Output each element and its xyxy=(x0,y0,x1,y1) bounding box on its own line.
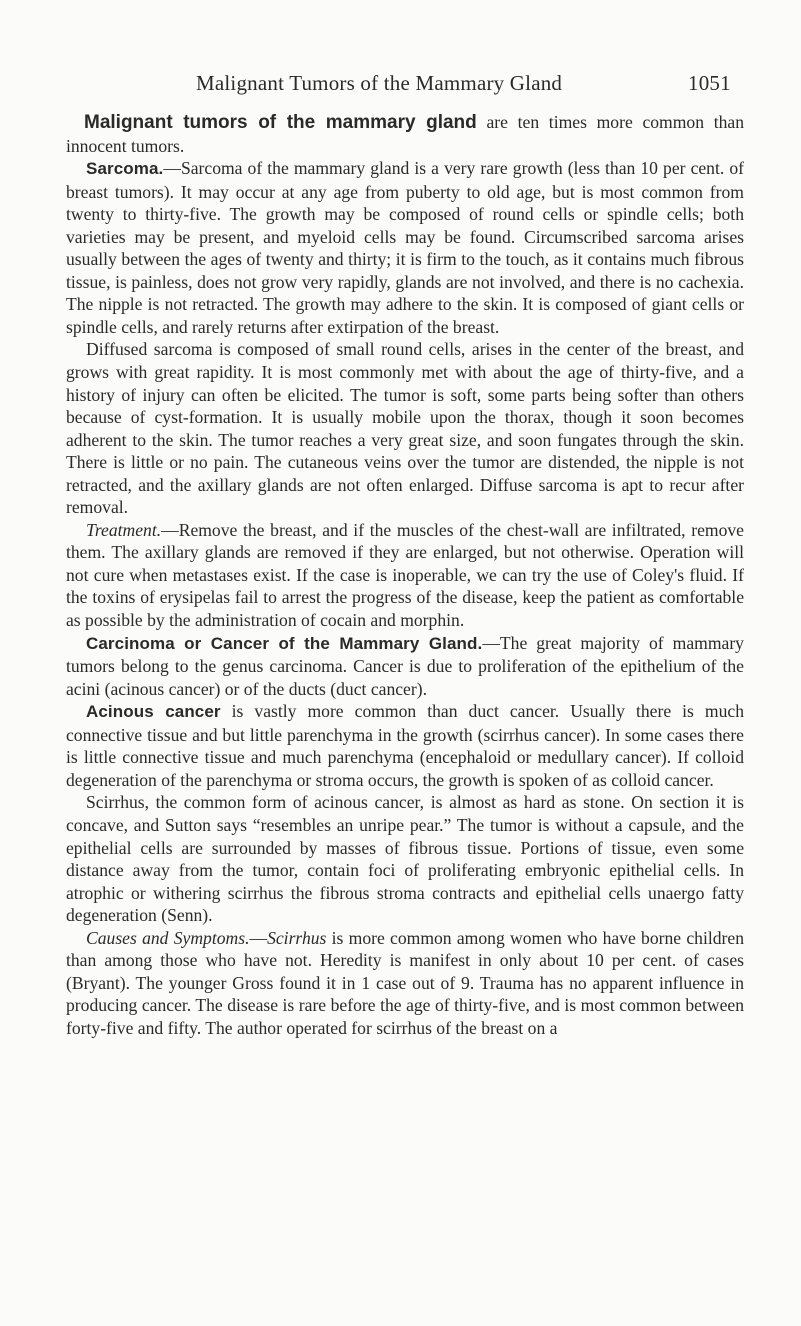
paragraph-text: —Sarcoma of the mammary gland is a very rare growth (less than 10 per cent. of breast tumors). It may occur at any age from puberty to old age, but is most common from twenty to thirty-five. The growth may be composed of round cells or spindle cells; both varieties may be present, and myeloid cells may be found. Circumscribed sarcoma arises usually between the ages of twenty and thirty; it is firm to the touch, as it contains much fibrous tissue, is painless, does not grow very rapidly, glands are not involved, and there is no cachexia. The nipple is not retracted. The growth may adhere to the skin. It is composed of giant cells or spindle cells, and rarely returns after extirpation of the breast. xyxy=(66,158,744,337)
italic-term-scirrhus: Scirrhus xyxy=(267,927,327,948)
section-heading-malignant-tumors: Malignant tumors of the mammary gland xyxy=(84,112,477,133)
paragraph-text: is vastly more common than duct cancer. Usually there is much connective tissue and but little parenchyma in the growth (scirrhus cancer). In some cases there is little connective tissue and much parenchyma (encephaloid or medullary cancer). If colloid degeneration of the parenchyma or stroma occurs, the growth is spoken of as colloid cancer. xyxy=(66,701,744,790)
paragraph-scirrhus xyxy=(66,791,744,926)
section-heading-carcinoma: Carcinoma or Cancer of the Mammary Gland. xyxy=(86,633,483,653)
paragraph-carcinoma xyxy=(66,632,744,701)
paragraph-text: is more common among women who have borne children than among those who have not. Heredity is manifest in only about 10 per cent. of cases (Bryant). The younger Gross found it in 1 case out of 9. Trauma has no apparent influence in producing cancer. The disease is rare before the age of thirty-five, and is most common between forty-five and fifty. The author operated for scirrhus of the breast on a xyxy=(66,927,745,1038)
section-heading-acinous-cancer: Acinous cancer xyxy=(86,702,221,722)
subheading-treatment: Treatment. xyxy=(86,519,162,540)
paragraph-diffused-sarcoma xyxy=(66,338,744,518)
paragraph-text: are ten times more common than innocent tumors. xyxy=(66,112,744,156)
section-heading-sarcoma: Sarcoma. xyxy=(86,159,164,179)
paragraph-treatment xyxy=(66,519,744,632)
paragraph-text: — xyxy=(249,927,268,948)
running-head xyxy=(0,71,801,101)
subheading-causes-symptoms: Causes and Symptoms. xyxy=(86,927,250,948)
paragraph-text: Diffused sarcoma is composed of small round cells, arises in the center of the breast, and grows with great rapidity. It is most commonly met with about the age of thirty-five, and a history of injury can often be elicited. The tumor is soft, some parts being softer than others because of cyst-formation. It is usually mobile upon the thorax, though it soon becomes adherent to the skin. The tumor reaches a very great size, and soon fungates through the skin. There is little or no pain. The cutaneous veins over the tumor are distended, the nipple is not retracted, and the axillary glands are not often enlarged. Diffuse sarcoma is apt to recur after removal. xyxy=(66,339,744,518)
paragraph-text: —The great majority of mammary tumors belong to the genus carcinoma. Cancer is due to proliferation of the epithelium of the acini (acinous cancer) or of the ducts (duct cancer). xyxy=(66,632,744,699)
page-number: 1051 xyxy=(688,71,731,95)
paragraph-sarcoma xyxy=(66,157,744,338)
body-text xyxy=(66,111,744,1039)
running-head-title: Malignant Tumors of the Mammary Gland xyxy=(196,71,563,95)
paragraph-text: —Remove the breast, and if the muscles of the chest-wall are infiltrated, remove them. The axillary glands are removed if they are enlarged, but not otherwise. Operation will not cure when metastases exist. If the case is inoperable, we can try the use of Coley's fluid. If the toxins of erysipelas fail to arrest the progress of the disease, keep the patient as comfortable as possible by the administration of cocain and morphin. xyxy=(66,519,744,631)
paragraph-causes-symptoms xyxy=(66,927,744,1040)
paragraph-intro xyxy=(66,111,744,157)
paragraph-text: Scirrhus, the common form of acinous cancer, is almost as hard as stone. On section it is concave, and Sutton says “resembles an unripe pear.” The tumor is without a capsule, and the epithelial cells are surrounded by masses of fibrous tissue. Portions of tissue, even some distance away from the tumor, contain foci of proliferating embryonic epithelial cells. In atrophic or withering scirrhus the fibrous stroma contracts and epithelial cells unaergo fatty degeneration (Senn). xyxy=(66,792,744,926)
paragraph-acinous-cancer xyxy=(66,700,744,791)
